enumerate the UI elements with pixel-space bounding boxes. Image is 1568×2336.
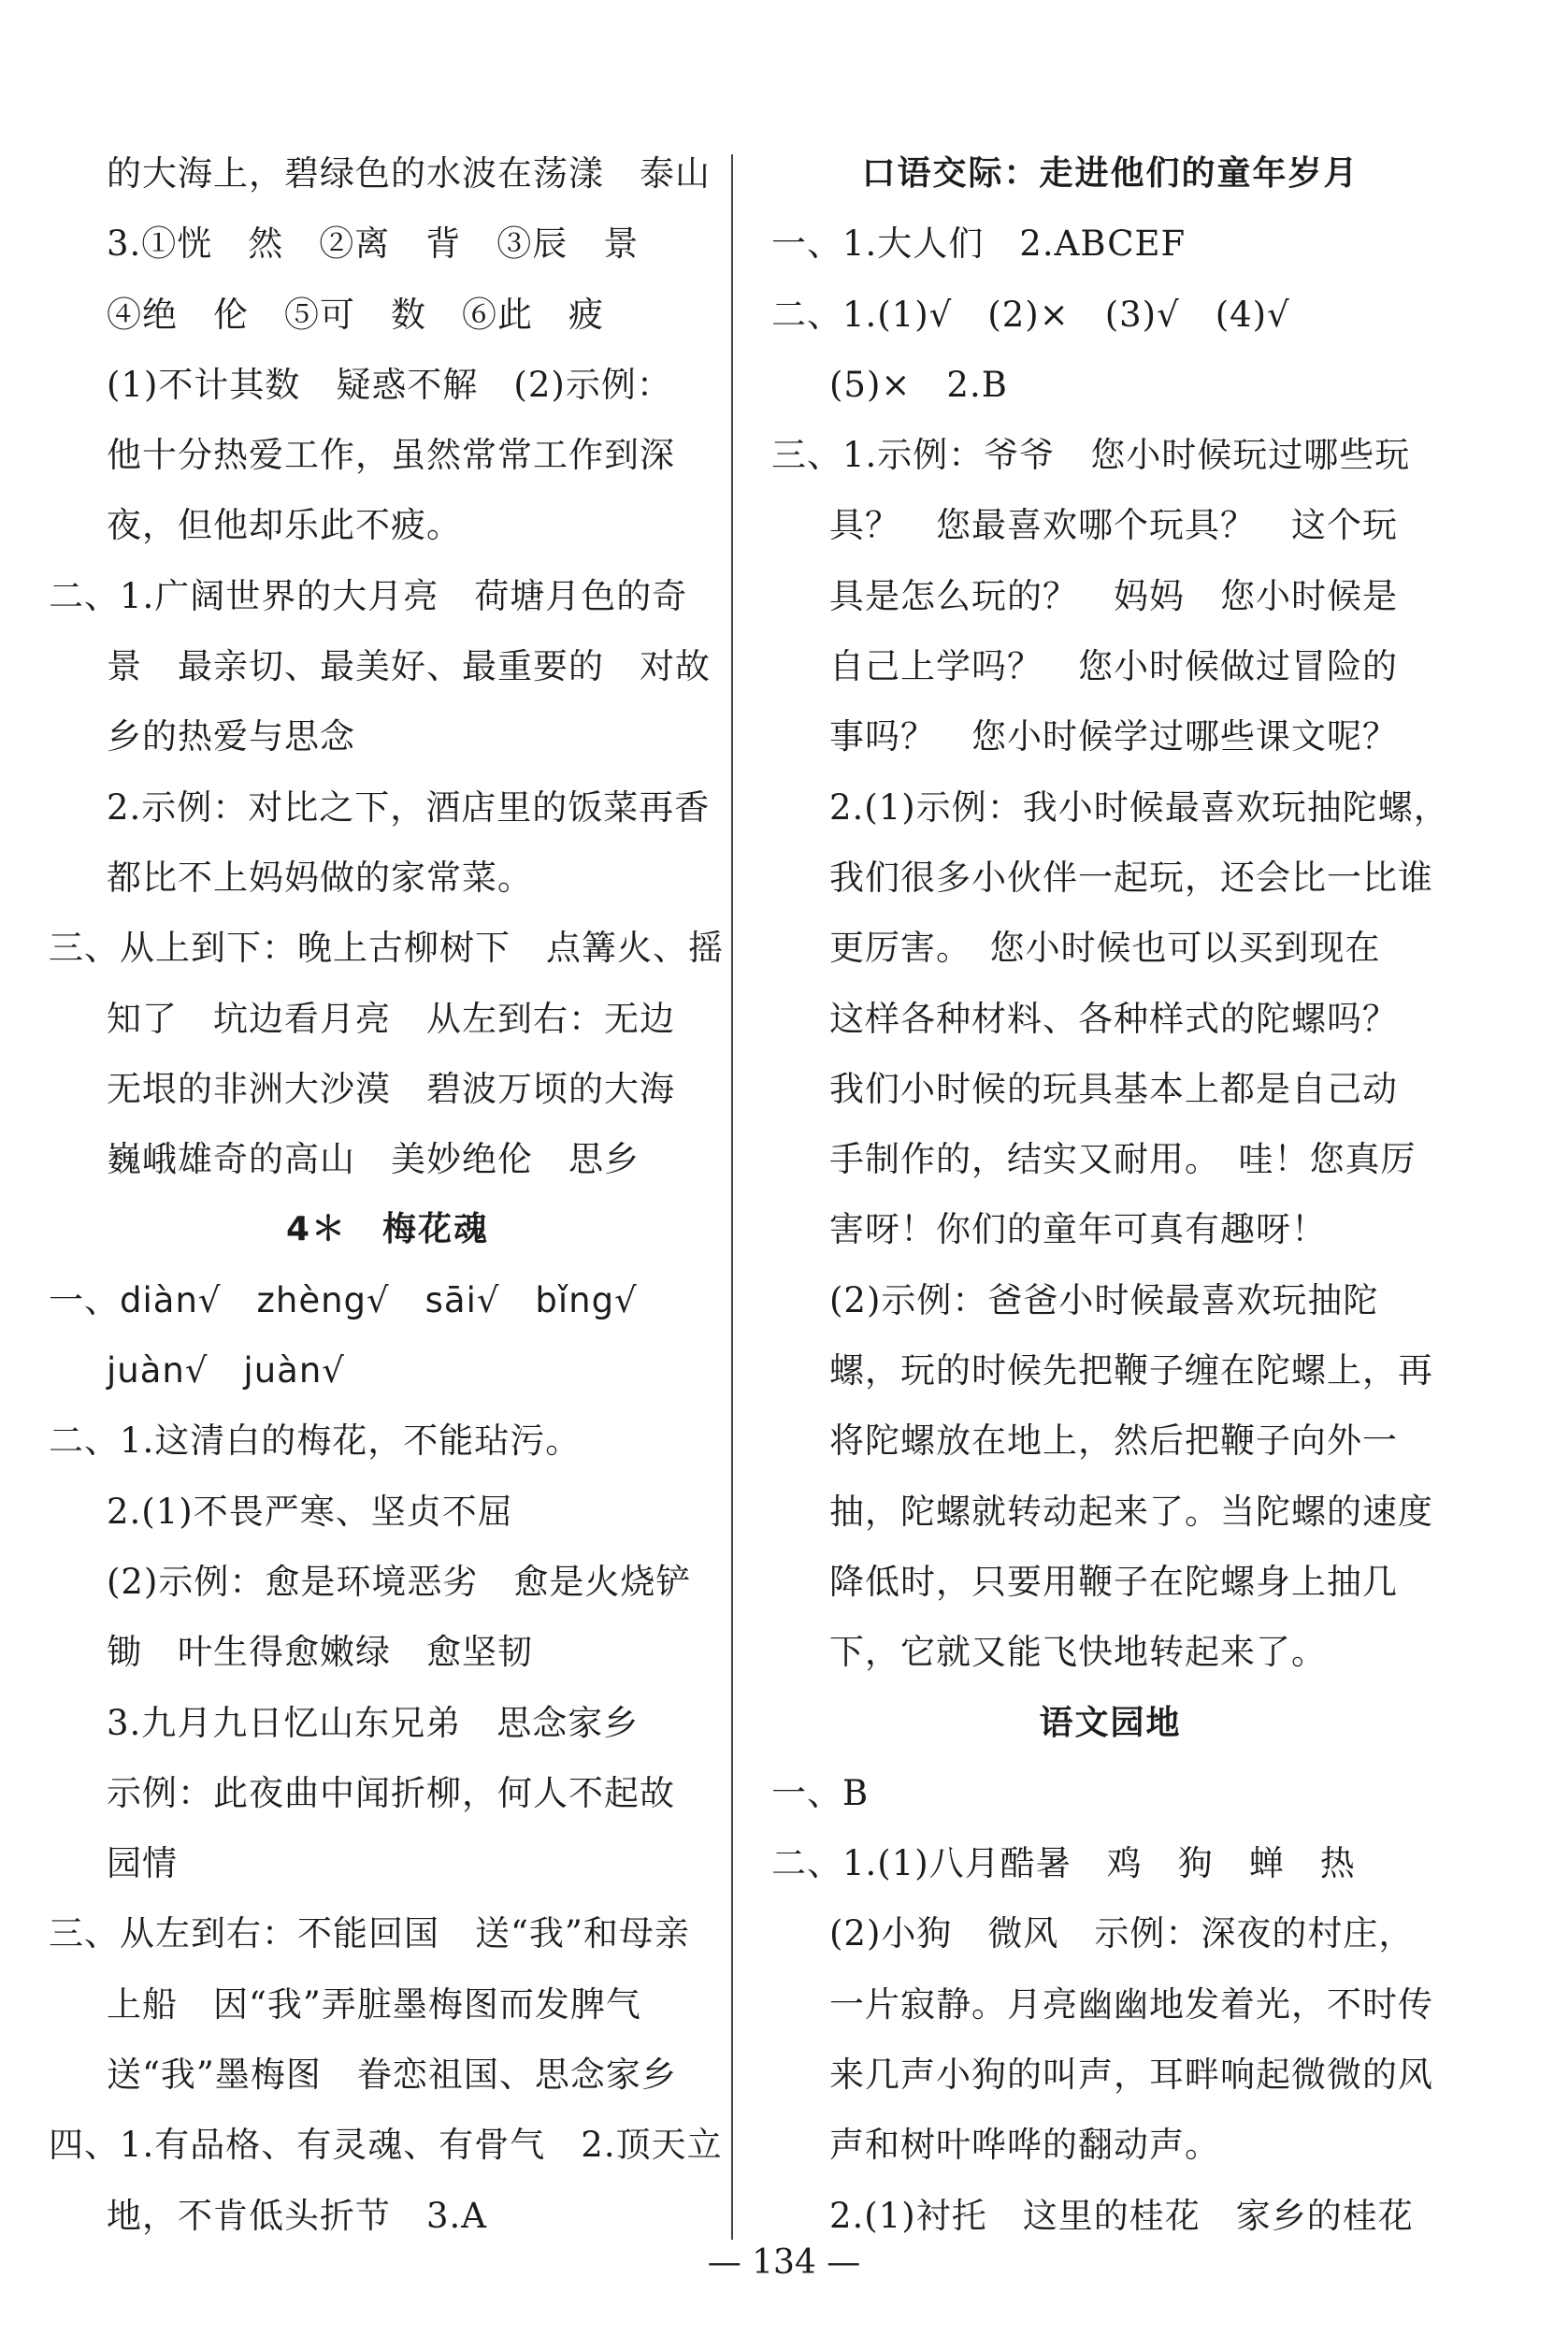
answer-line: 事吗？ 您小时候学过哪些课文呢？ <box>829 716 1398 757</box>
answer-line: (2)示例：愈是环境恶劣 愈是火烧铲 <box>107 1561 692 1602</box>
answer-line: 更厉害。 您小时候也可以买到现在 <box>829 928 1381 969</box>
answer-line: 知了 坑边看月亮 从左到右：无边 <box>107 998 675 1039</box>
answer-line: (5)× 2.B <box>829 364 1008 405</box>
answer-line: 抽，陀螺就转动起来了。当陀螺的速度 <box>829 1491 1433 1532</box>
answer-line: 夜，但他却乐此不疲。 <box>107 505 462 546</box>
answer-line: juàn√ juàn√ <box>107 1350 345 1392</box>
answer-line: 都比不上妈妈做的家常菜。 <box>107 857 533 898</box>
answer-line: 一片寂静。月亮幽幽地发着光，不时传 <box>829 1983 1433 2025</box>
answer-line: 降低时，只要用鞭子在陀螺身上抽几 <box>829 1561 1398 1602</box>
answer-line: 二、1.(1)八月酷暑 鸡 狗 蝉 热 <box>771 1843 1356 1884</box>
right-column <box>771 138 1449 2251</box>
answer-line: 一、diàn√ zhèng√ sāi√ bǐng√ <box>49 1279 638 1320</box>
answer-line: (2)示例：爸爸小时候最喜欢玩抽陀 <box>829 1279 1379 1320</box>
answer-line: 上船 因“我”弄脏墨梅图而发脾气 <box>107 1983 641 2025</box>
answer-line: 无垠的非洲大沙漠 碧波万顷的大海 <box>107 1068 675 1109</box>
answer-line: 手制作的，结实又耐用。 哇！您真厉 <box>829 1139 1417 1180</box>
answer-line: 巍峨雄奇的高山 美妙绝伦 思乡 <box>107 1139 640 1180</box>
answer-line: 的大海上，碧绿色的水波在荡漾 泰山 <box>107 153 711 194</box>
answer-line: 下，它就又能飞快地转起来了。 <box>829 1632 1327 1673</box>
left-column <box>49 138 726 2251</box>
answer-line: 一、B <box>771 1772 870 1813</box>
answer-line: 送“我”墨梅图 眷恋祖国、思念家乡 <box>107 2055 677 2096</box>
answer-line: 自己上学吗？ 您小时候做过冒险的 <box>829 646 1398 687</box>
answer-line: 地，不肯低头折节 3.A <box>107 2195 488 2236</box>
answer-line: 害呀！你们的童年可真有趣呀！ <box>829 1209 1327 1250</box>
answer-line: 二、1.这清白的梅花，不能玷污。 <box>49 1420 582 1462</box>
answer-line: 2.(1)示例：我小时候最喜欢玩抽陀螺， <box>829 786 1449 828</box>
answer-line: 2.示例：对比之下，酒店里的饭菜再香 <box>107 786 711 828</box>
answer-line: 具？ 您最喜欢哪个玩具？ 这个玩 <box>829 505 1398 546</box>
answer-line: 乡的热爱与思念 <box>107 716 355 757</box>
answer-line: 2.(1)不畏严寒、坚贞不屈 <box>107 1491 513 1532</box>
answer-line: 一、1.大人们 2.ABCEF <box>771 224 1187 265</box>
answer-line: 来几声小狗的叫声，耳畔响起微微的风 <box>829 2055 1433 2096</box>
answer-line: (2)小狗 微风 示例：深夜的村庄， <box>829 1913 1415 1954</box>
answer-line: ④绝 伦 ⑤可 数 ⑥此 疲 <box>107 294 604 335</box>
answer-line: 螺，玩的时候先把鞭子缠在陀螺上，再 <box>829 1350 1433 1392</box>
answer-line: 三、1.示例：爷爷 您小时候玩过哪些玩 <box>771 435 1411 476</box>
section-heading: 口语交际：走进他们的童年岁月 <box>861 154 1359 193</box>
answer-line: 园情 <box>107 1843 178 1884</box>
column-divider <box>731 154 733 2240</box>
answer-line: 我们很多小伙伴一起玩，还会比一比谁 <box>829 857 1433 898</box>
answer-line: 具是怎么玩的？ 妈妈 您小时候是 <box>829 575 1398 616</box>
answer-line: 三、从上到下：晚上古柳树下 点篝火、摇 <box>49 928 724 969</box>
section-heading: 语文园地 <box>1039 1703 1182 1742</box>
answer-line: 示例：此夜曲中闻折柳，何人不起故 <box>107 1772 675 1813</box>
answer-line: 2.(1)衬托 这里的桂花 家乡的桂花 <box>829 2195 1414 2236</box>
answer-line: 锄 叶生得愈嫩绿 愈坚韧 <box>107 1632 533 1673</box>
answer-line: 景 最亲切、最美好、最重要的 对故 <box>107 646 711 687</box>
answer-line: 二、1.广阔世界的大月亮 荷塘月色的奇 <box>49 575 688 616</box>
answer-line: 3.九月九日忆山东兄弟 思念家乡 <box>107 1702 640 1743</box>
answer-line: 将陀螺放在地上，然后把鞭子向外一 <box>829 1420 1398 1462</box>
answer-line: 我们小时候的玩具基本上都是自己动 <box>829 1068 1398 1109</box>
answer-line: 这样各种材料、各种样式的陀螺吗？ <box>829 998 1398 1039</box>
answer-line: 二、1.(1)√ (2)× (3)√ (4)√ <box>771 294 1290 335</box>
answer-line: (1)不计其数 疑惑不解 (2)示例： <box>107 364 672 405</box>
answer-line: 声和树叶哗哗的翻动声。 <box>829 2125 1220 2166</box>
page-number: — 134 — <box>707 2243 861 2282</box>
answer-line: 3.①恍 然 ②离 背 ③辰 景 <box>107 224 640 265</box>
section-heading: 4＊ 梅花魂 <box>285 1210 490 1249</box>
answer-line: 他十分热爱工作，虽然常常工作到深 <box>107 435 675 476</box>
answer-line: 三、从左到右：不能回国 送“我”和母亲 <box>49 1913 690 1954</box>
answer-line: 四、1.有品格、有灵魂、有骨气 2.顶天立 <box>49 2125 723 2166</box>
